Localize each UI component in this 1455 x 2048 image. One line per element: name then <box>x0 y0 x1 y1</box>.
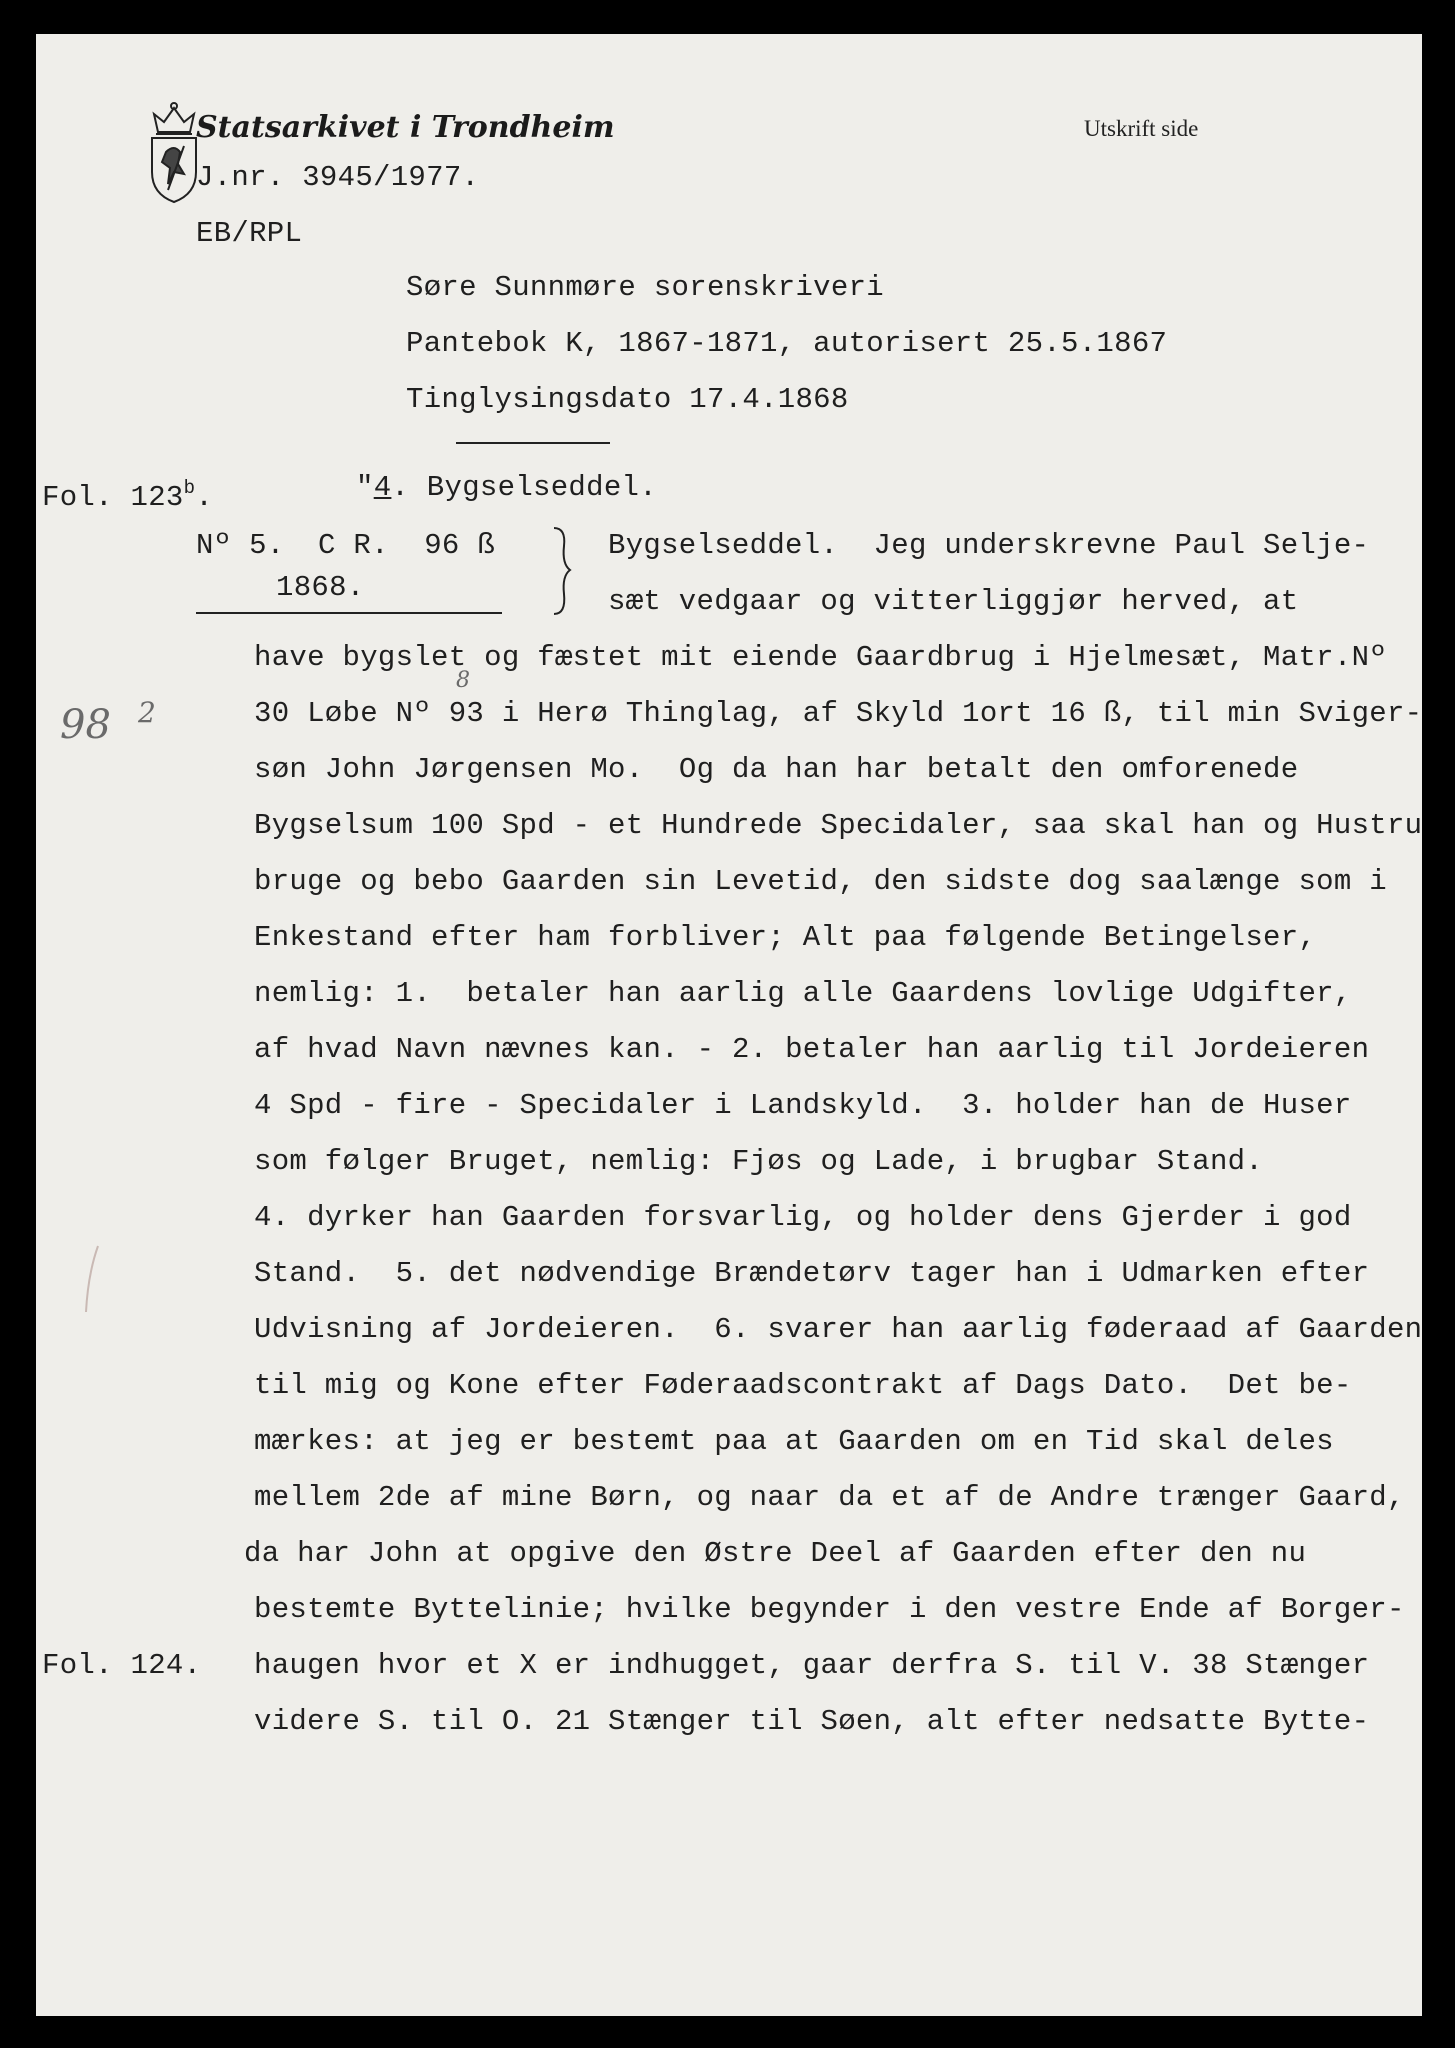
body-line: til mig og Kone efter Føderaadscontrakt af Dags Dato. Det be- <box>254 1369 1352 1402</box>
record-number: Nº 5. <box>196 529 285 562</box>
heading-text: . Bygselseddel. <box>391 471 657 504</box>
handwritten-number: 98 <box>60 702 111 748</box>
initials: EB/RPL <box>196 217 303 250</box>
folio-123b <box>42 472 213 514</box>
entry-heading <box>356 472 657 504</box>
body-line: Bygselseddel. Jeg underskrevne Paul Selje- <box>608 529 1370 562</box>
institution-name: Statsarkivet i Trondheim <box>196 110 615 145</box>
journal-number: J.nr. 3945/1977. <box>196 161 480 194</box>
book-reference: Pantebok K, 1867-1871, autorisert 25.5.1867 <box>406 327 1168 360</box>
folio-superscript: b <box>183 477 196 499</box>
body-line: bestemte Byttelinie; hvilke begynder i den vestre Ende af Borger- <box>254 1593 1405 1626</box>
body-line: haugen hvor et X er indhugget, gaar derfra S. til V. 38 Stænger <box>254 1649 1370 1682</box>
section-divider <box>456 442 610 444</box>
document-page <box>36 34 1422 2016</box>
handwritten-mark: 2 <box>138 696 156 729</box>
print-label: Utskrift side <box>1084 116 1199 141</box>
body-line: Udvisning af Jordeieren. 6. svarer han aarlig føderaad af Gaarden <box>254 1313 1422 1346</box>
handwritten-correction: 8 <box>456 668 470 693</box>
body-line: Stand. 5. det nødvendige Brændetørv tager han i Udmarken efter <box>254 1257 1370 1290</box>
body-line: have bygslet og fæstet mit eiende Gaardbrug i Hjelmesæt, Matr.Nº <box>254 641 1387 674</box>
body-line: sæt vedgaar og vitterliggjør herved, at <box>608 585 1299 618</box>
body-line: 30 Løbe Nº 93 i Herø Thinglag, af Skyld 1ort 16 ß, til min Sviger- <box>254 697 1422 730</box>
record-underline <box>196 612 502 614</box>
body-line: nemlig: 1. betaler han aarlig alle Gaardens lovlige Udgifter, <box>254 977 1352 1010</box>
body-line: Enkestand efter ham forbliver; Alt paa følgende Betingelser, <box>254 921 1317 954</box>
body-line: søn John Jørgensen Mo. Og da han har betalt den omforenede <box>254 753 1299 786</box>
folio-124: Fol. 124. <box>42 1649 202 1682</box>
coat-of-arms-icon <box>144 102 204 206</box>
record-cr: C R. 96 ß <box>318 529 496 562</box>
body-line: mellem 2de af mine Børn, og naar da et af de Andre trænger Gaard, <box>254 1481 1405 1514</box>
body-line: 4 Spd - fire - Specidaler i Landskyld. 3. holder han de Huser <box>254 1089 1352 1122</box>
record-year: 1868. <box>276 571 365 604</box>
body-line: videre S. til O. 21 Stænger til Søen, alt efter nedsatte Bytte- <box>254 1705 1370 1738</box>
registration-date: Tinglysingsdato 17.4.1868 <box>406 383 849 416</box>
faint-pencil-mark <box>82 1244 102 1314</box>
brace-icon <box>548 524 574 618</box>
body-line: bruge og bebo Gaarden sin Levetid, den sidste dog saalænge som i <box>254 865 1387 898</box>
court-name: Søre Sunnmøre sorenskriveri <box>406 271 884 304</box>
folio-label: Fol. 123 <box>42 481 184 514</box>
body-line: Bygselsum 100 Spd - et Hundrede Specidaler, saa skal han og Hustru <box>254 809 1422 842</box>
heading-quote: " <box>356 471 374 504</box>
body-line: da har John at opgive den Østre Deel af Gaarden efter den nu <box>244 1537 1307 1570</box>
body-line: som følger Bruget, nemlig: Fjøs og Lade, i brugbar Stand. <box>254 1145 1264 1178</box>
body-line: 4. dyrker han Gaarden forsvarlig, og holder dens Gjerder i god <box>254 1201 1352 1234</box>
heading-number: 4 <box>373 471 392 504</box>
body-line: af hvad Navn nævnes kan. - 2. betaler han aarlig til Jordeieren <box>254 1033 1370 1066</box>
body-line: mærkes: at jeg er bestemt paa at Gaarden om en Tid skal deles <box>254 1425 1334 1458</box>
folio-suffix: . <box>195 481 214 514</box>
